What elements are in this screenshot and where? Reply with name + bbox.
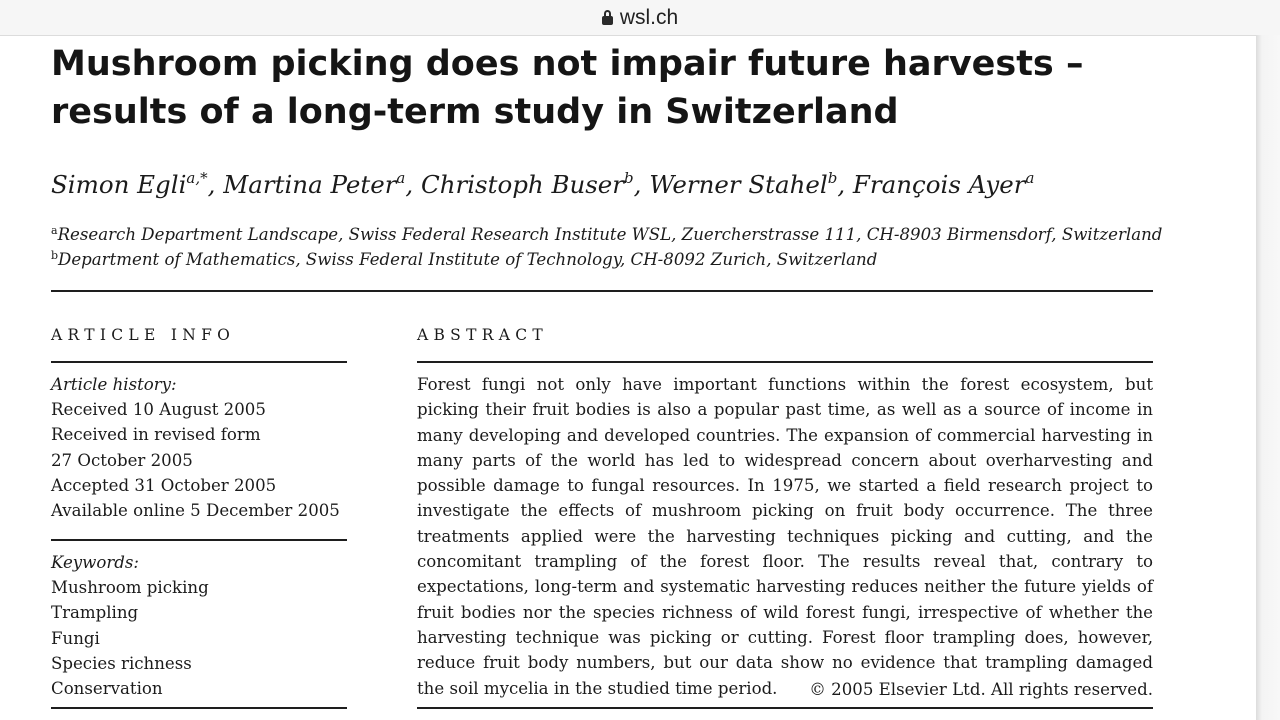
header-divider [51,290,1153,292]
history-item: Available online 5 December 2005 [51,501,340,521]
article-history [51,372,347,523]
history-label: Article history: [51,375,177,394]
copyright-notice: © 2005 Elsevier Ltd. All rights reserved. [809,680,1153,699]
author-affiliation-mark: a [1025,169,1035,187]
author-affiliation-mark: b [827,169,838,187]
keyword-item: Mushroom picking [51,578,209,598]
affiliation-mark: a [51,224,58,237]
affiliation-a [51,222,1162,247]
abstract-bottom-divider [417,707,1153,709]
history-item: Received in revised form [51,425,261,445]
abstract-heading: ABSTRACT [417,326,549,344]
author-name: Martina Peter [223,170,397,199]
author-name: Christoph Buser [420,170,625,199]
browser-address-bar[interactable] [0,0,1280,36]
history-divider [51,539,347,541]
history-item: Accepted 31 October 2005 [51,475,277,495]
author-affiliation-mark: a [396,169,406,187]
affiliation-b [51,247,1162,272]
keyword-item: Conservation [51,679,163,699]
keyword-item: Trampling [51,603,139,623]
affiliation-text: Department of Mathematics, Swiss Federal Institute of Technology, CH-8092 Zurich, Switzerland [58,250,878,269]
keywords-divider [51,707,347,709]
keyword-item: Species richness [51,653,192,673]
history-item: Received 10 August 2005 [51,400,266,420]
article-info-divider [51,361,347,363]
history-item: 27 October 2005 [51,450,193,470]
abstract-text: Forest fungi not only have important functions within the forest ecosystem, but picking their fruit bodies is also a popular past time, as well as a source of income in many developing and developed countries. The expansion of commercial harvesting in many parts of the world has led to widespread concern about overharvesting and possible damage to fungal resources. In 1975, we started a field research project to investigate the effects of mushroom picking on fruit body occurrence. The three treatments applied were the harvesting techniques picking and cutting, and the concomitant trampling of the forest floor. The results reveal that, contrary to expectations, long-term and systematic harvesting reduces neither the future yields of fruit bodies nor the species richness of wild forest fungi, irrespective of whether the harvesting technique was picking or cutting. Forest floor trampling does, however, reduce fruit body numbers, but our data show no evidence that trampling damaged the soil mycelia in the studied time period. [417,375,1153,698]
affiliation-text: Research Department Landscape, Swiss Federal Research Institute WSL, Zuercherstrasse 111, CH-8903 Birmensdorf, Switzerland [57,225,1163,244]
author-name: Werner Stahel [649,170,828,199]
author-name: François Ayer [852,170,1026,199]
page-edge-shadow [1256,35,1280,720]
abstract-divider [417,361,1153,363]
keywords-label: Keywords: [51,553,140,572]
lock-icon [602,16,613,25]
article-info-heading: ARTICLE INFO [51,326,236,344]
keyword-item: Fungi [51,628,100,648]
url-text: wsl.ch [619,5,679,29]
author-affiliation-mark: b [624,169,634,187]
keywords [51,550,347,701]
author-list: Simon Egli$^{a,*}$, Martina Peter$^a$, Christoph Buser$^b$, Werner Stahel$^b$, François Ayer$^a$ [51,169,1035,199]
affiliation-mark: b [51,249,59,262]
author-name: Simon Egli [51,170,187,199]
affiliations [51,222,1162,272]
author-affiliation-mark: a,* [186,169,208,187]
paper-title: Mushroom picking does not impair future harvests – results of a long-term study in Switzerland [51,44,1084,132]
